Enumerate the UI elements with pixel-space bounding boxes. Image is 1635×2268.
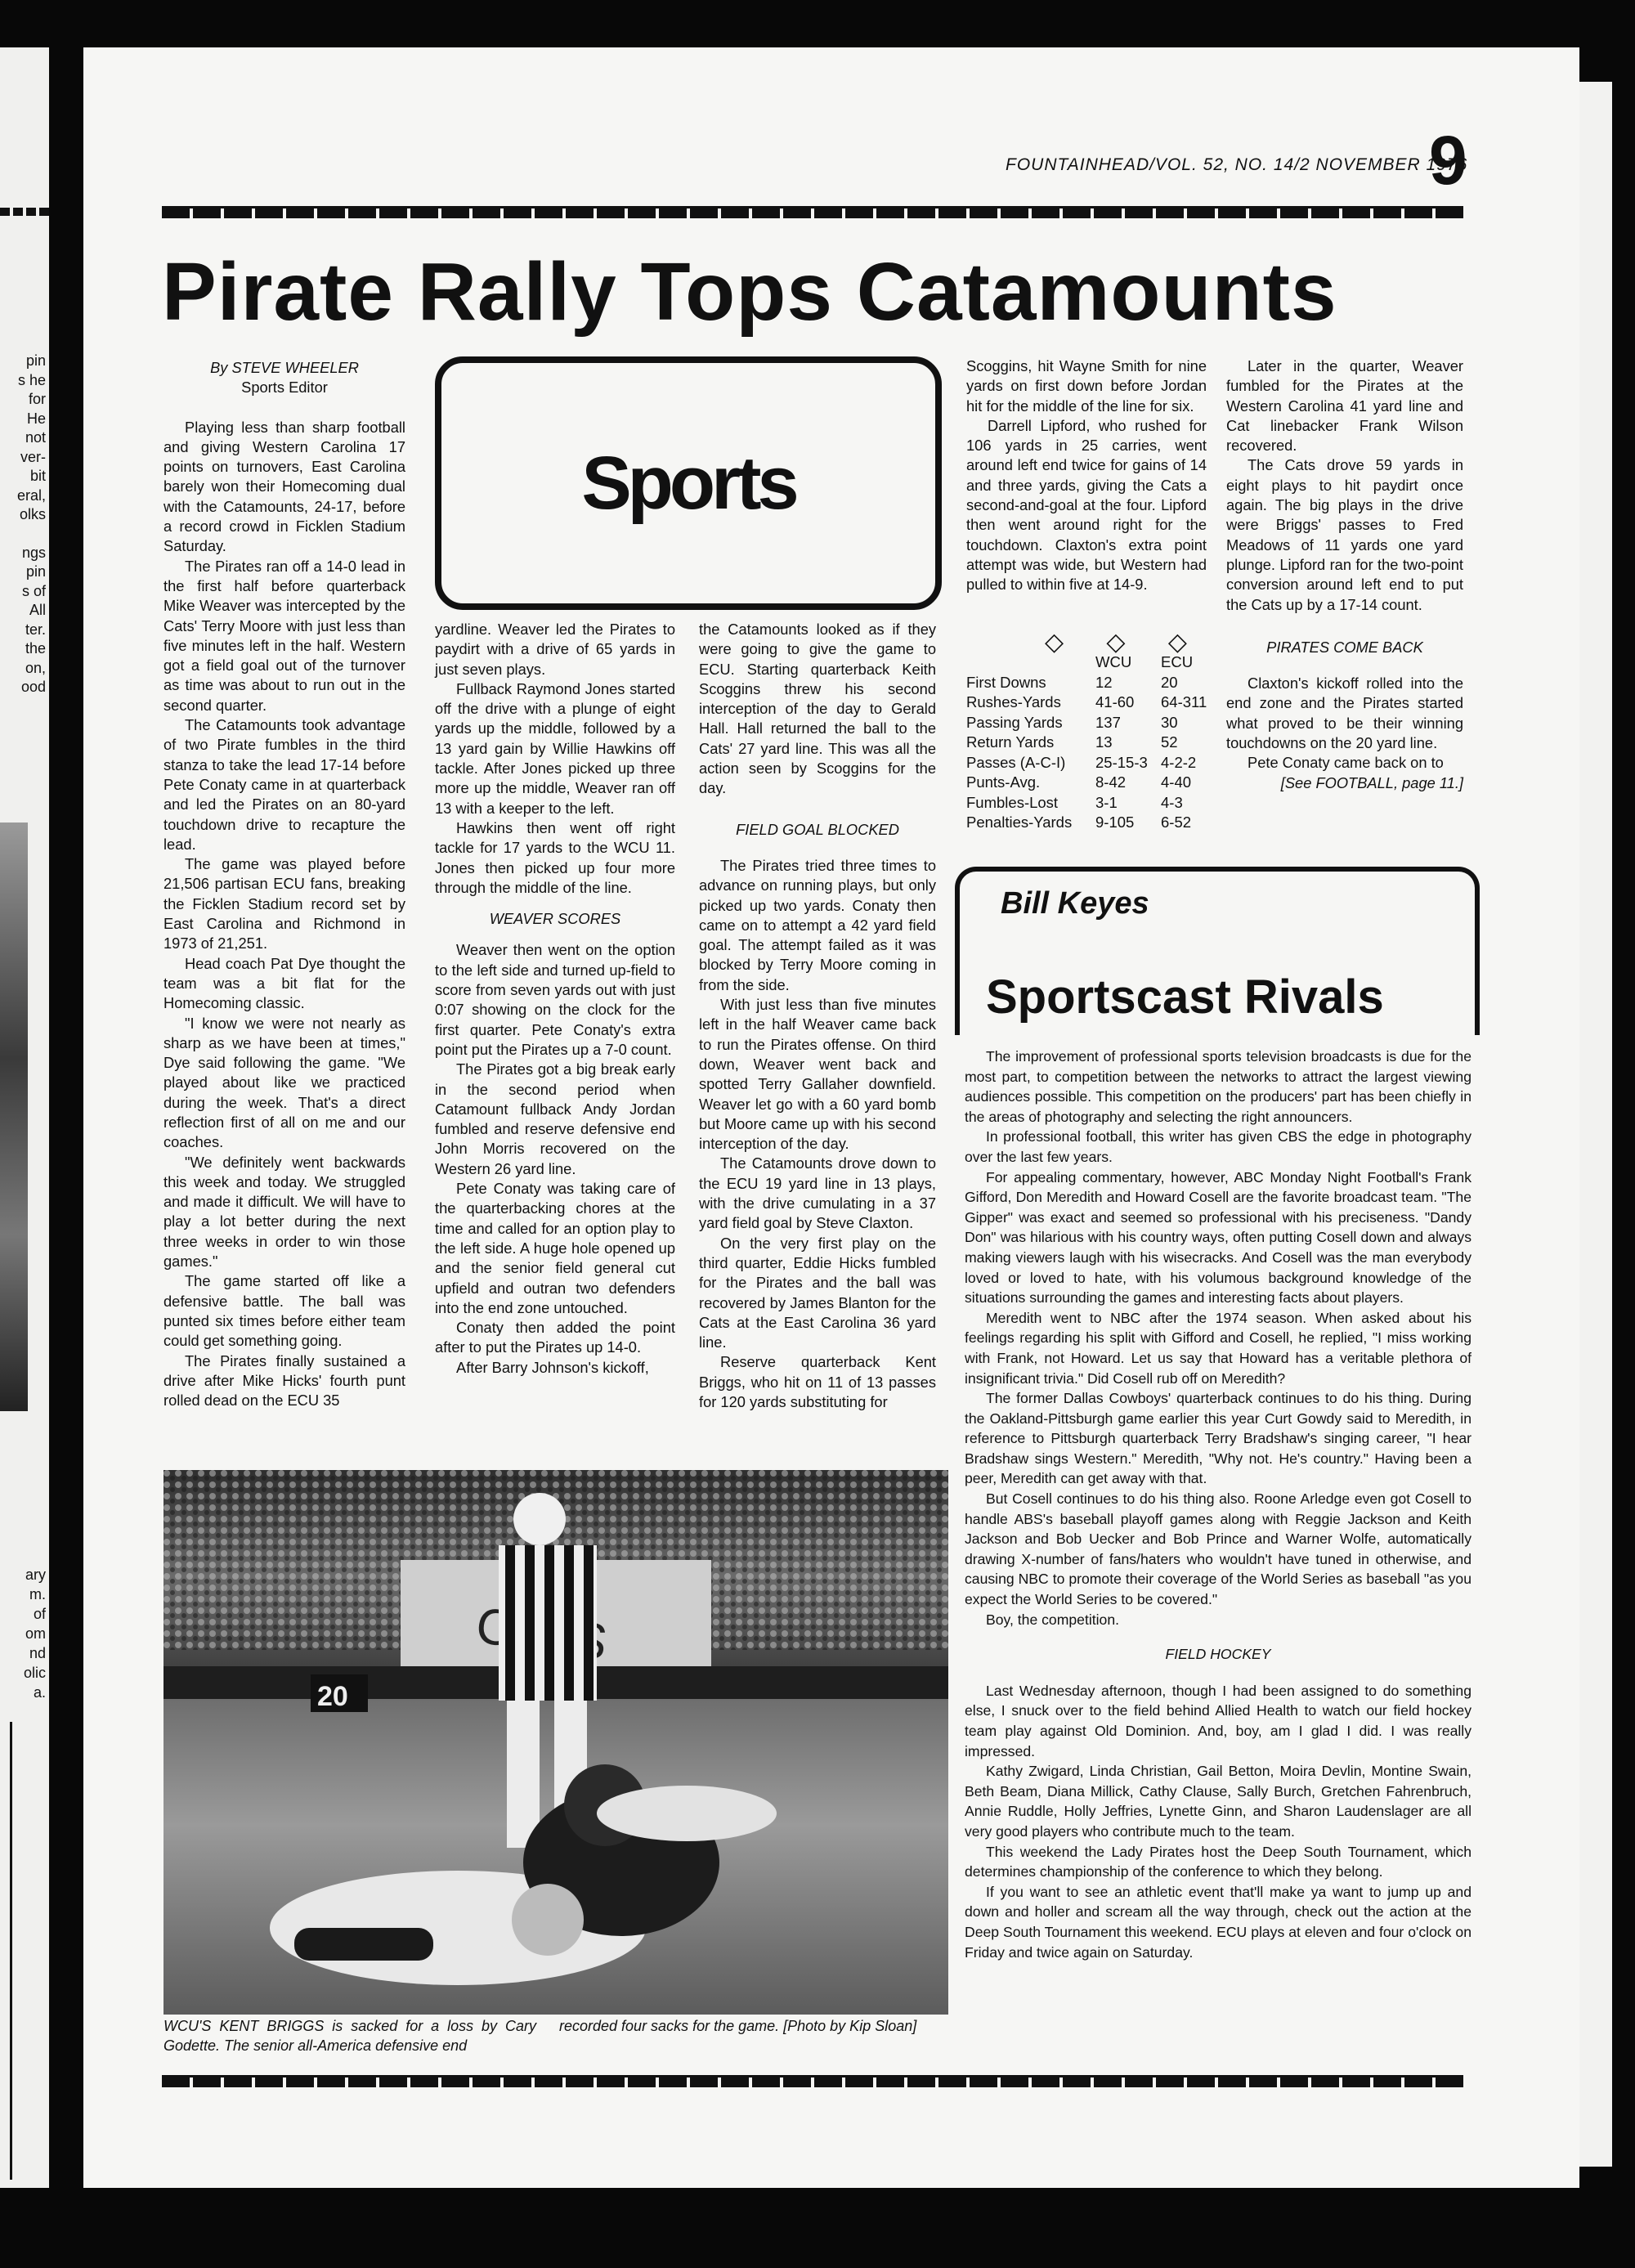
adjacent-text-fragment: ood bbox=[20, 679, 46, 695]
paragraph: The Pirates finally sustained a drive after Mike Hicks' fourth punt rolled dead on the ECU 35 bbox=[164, 1351, 405, 1410]
paragraph: Hawkins then went off right tackle for 17 yards to the WCU 11. Jones then picked up four more through the middle of the line. bbox=[435, 818, 675, 896]
article-column-1 bbox=[164, 358, 405, 1410]
paragraph: Weaver then went on the option to the left side and turned up-field to score from seven yards out with just 0:07 showing on the clock for the first quarter. Pete Conaty's extra point put the Pirates up a 7-0 count. bbox=[435, 941, 675, 1058]
jump-reference: [See FOOTBALL, page 11.] bbox=[1280, 773, 1463, 791]
game-stats-table bbox=[966, 652, 1207, 833]
article-column-5 bbox=[1226, 356, 1463, 793]
paragraph: But Cosell continues to do his thing also. Roone Arledge even got Cosell to handle ABS's baseball playoff games along with Reggie Jackson and Keith Jackson and Bob Uecker and Bob Prince and Warner Wolfe, automatically drawing X-number of fans/haters who wouldn't have tuned in otherwise, and causing NBC to promote their coverage of the World Series as baseball "as you expect the World Series to be covered." bbox=[965, 1490, 1472, 1608]
stats-cell: 4-2-2 bbox=[1161, 753, 1197, 771]
adjacent-page-text-top bbox=[0, 352, 46, 697]
paragraph: Pete Conaty came back on to bbox=[1248, 754, 1444, 772]
stats-row bbox=[966, 793, 1207, 814]
adjacent-text-fragment: on, bbox=[25, 659, 46, 676]
stats-cell: Passes (A-C-I) bbox=[966, 753, 1066, 771]
page-number: 9 bbox=[1429, 122, 1467, 199]
adjacent-text-fragment: nd bbox=[29, 1645, 46, 1661]
sports-section-box: Sports bbox=[435, 356, 942, 610]
column-3-body bbox=[699, 856, 936, 1412]
stats-header-cell: ECU bbox=[1161, 653, 1194, 671]
paragraph: Kathy Zwigard, Linda Christian, Gail Betton, Moira Devlin, Montine Swain, Beth Beam, Diana Millick, Cathy Clause, Sally Burch, Gretchen Fahrenbruch, Annie Ruddle, Holly Jeffries, Lynette Ginn, and Sharon Laudenslager are all very good players who contribute much to the team. bbox=[965, 1763, 1472, 1840]
adjacent-text-fragment: olks bbox=[19, 506, 46, 522]
paragraph: Reserve quarterback Kent Briggs, who hit on 11 of 13 passes for 120 yards substituting for bbox=[699, 1353, 936, 1410]
stats-cell: 52 bbox=[1161, 733, 1178, 751]
paragraph: Later in the quarter, Weaver fumbled for the Pirates at the Western Carolina 41 yard line and Cat linebacker Frank Wilson recovered. bbox=[1226, 357, 1463, 455]
stats-cell: 30 bbox=[1161, 713, 1178, 731]
stats-header-cell: WCU bbox=[1095, 653, 1132, 671]
column-3-lead: the Catamounts looked as if they were going to give the game to ECU. Starting quarterback Keith Scoggins threw his second interception of the day to Gerald Hall. Hall returned the ball to the Cats' 27 yard line. This was all the action seen by Scoggins for the day. bbox=[699, 621, 936, 797]
adjacent-text-fragment: eral, bbox=[16, 486, 46, 504]
paragraph: The Catamounts drove down to the ECU 19 yard line in 13 plays, with the drive cumulating in a 37 yard field goal by Steve Claxton. bbox=[699, 1154, 936, 1232]
paragraph: The Cats drove 59 yards in eight plays to hit paydirt once again. The big plays in the drive were Briggs' passes to Fred Meadows of 11 yards one yard plunge. Lipford ran for the two-point conversion around left end to put the Cats up by a 17-14 count. bbox=[1226, 456, 1463, 613]
paragraph: After Barry Johnson's kickoff, bbox=[456, 1358, 649, 1376]
stats-cell: 6-52 bbox=[1161, 814, 1192, 831]
adjacent-text-fragment: ter. bbox=[25, 621, 46, 638]
yard-marker-text: 20 bbox=[317, 1681, 348, 1712]
adjacent-text-fragment: m. bbox=[29, 1586, 46, 1602]
stats-cell: Penalties-Yards bbox=[966, 814, 1073, 831]
adjacent-page-strip bbox=[0, 47, 49, 2188]
adjacent-text-fragment: for bbox=[28, 391, 46, 407]
column-5-body-b bbox=[1226, 674, 1463, 773]
stats-row bbox=[966, 753, 1207, 773]
subhead-field-hockey: FIELD HOCKEY bbox=[1165, 1646, 1271, 1663]
adjacent-text-fragment: of bbox=[33, 1606, 46, 1622]
article-column-4 bbox=[966, 356, 1207, 595]
stats-cell: Rushes-Yards bbox=[966, 693, 1061, 711]
stats-cell: 64-311 bbox=[1161, 693, 1207, 711]
stats-row bbox=[966, 773, 1207, 793]
adjacent-text-fragment: ngs bbox=[21, 544, 46, 561]
adjacent-page-photo bbox=[0, 822, 28, 1411]
column-5-body-a bbox=[1226, 356, 1463, 615]
football-photo-image bbox=[164, 1470, 948, 2015]
column-4-lead: Scoggins, hit Wayne Smith for nine yards on first down before Jordan hit for the middle of the line for six. bbox=[966, 357, 1207, 415]
page-edge bbox=[1579, 82, 1612, 2167]
article-column-2 bbox=[435, 620, 675, 1378]
paragraph: Boy, the competition. bbox=[986, 1611, 1119, 1628]
adjacent-text-fragment: bit bbox=[29, 468, 46, 484]
byline: By STEVE WHEELER bbox=[210, 359, 359, 376]
adjacent-text-fragment: olic bbox=[23, 1665, 46, 1681]
adjacent-page-text-bottom bbox=[0, 1565, 46, 1702]
stats-header-cell bbox=[966, 652, 1095, 673]
column-2-body-b bbox=[435, 940, 675, 1378]
paragraph: The Catamounts took advantage of two Pirate fumbles in the third stanza to take the lead 17-14 before Pete Conaty came in at quarterback and led the Pirates on an 80-yard touchdown drive to recapture the lead. bbox=[164, 716, 405, 853]
paragraph: "We definitely went backwards this week and today. We struggled and made it difficult. We will have to play a lot better during the next three weeks in order to win those games." bbox=[164, 1153, 405, 1271]
adjacent-text-fragment bbox=[0, 525, 46, 544]
adjacent-text-fragment: a. bbox=[33, 1684, 46, 1701]
stats-cell: 9-105 bbox=[1095, 814, 1135, 831]
paragraph: Claxton's kickoff rolled into the end zone and the Pirates started what proved to be their winning touchdowns on the 20 yard line. bbox=[1226, 675, 1463, 752]
adjacent-text-fragment: om bbox=[25, 1625, 46, 1642]
stats-cell: First Downs bbox=[966, 673, 1046, 691]
masthead: FOUNTAINHEAD/VOL. 52, NO. 14/2 NOVEMBER 1976 bbox=[1006, 155, 1468, 174]
headline: Pirate Rally Tops Catamounts bbox=[162, 246, 1337, 338]
paragraph: Fullback Raymond Jones started off the drive with a plunge of eight yards up the middle, followed by a 13 yard gain by Willie Hawkins off tackle. After Jones picked up three more up the middle, Weaver ran off 13 with a keeper to the left. bbox=[435, 679, 675, 817]
bottom-rule bbox=[162, 2075, 1463, 2087]
adjacent-text-fragment: s he bbox=[17, 371, 46, 388]
paragraph: The game was played before 21,506 partisan ECU fans, breaking the Ficklen Stadium record set by East Carolina and Richmond in 1973 of 21,251. bbox=[164, 855, 405, 952]
adjacent-text-fragment: s of bbox=[21, 582, 46, 599]
top-rule bbox=[162, 206, 1463, 218]
stats-cell: 13 bbox=[1095, 733, 1113, 751]
column-4-body bbox=[966, 416, 1207, 595]
adjacent-text-fragment: the bbox=[25, 640, 46, 657]
article-column-3 bbox=[699, 620, 936, 1412]
column-2-lead: yardline. Weaver led the Pirates to paydirt with a drive of 65 yards in just seven plays. bbox=[435, 621, 675, 678]
adjacent-page-box bbox=[0, 1722, 12, 2180]
paragraph: Head coach Pat Dye thought the team was a bit flat for the Homecoming classic. bbox=[164, 954, 405, 1012]
paragraph: The Pirates got a big break early in the second period when Catamount fullback Andy Jordan fumbled and reserve defensive end John Morris recovered on the Western 26 yard line. bbox=[435, 1060, 675, 1177]
paragraph: For appealing commentary, however, ABC Monday Night Football's Frank Gifford, Don Meredith and Howard Cosell are the favorite broadcast team. "The Gipper" was exact and seemed so professional with his preciseness. "Dandy Don" was hilarious with his country ways, often putting Cosell down and always making viewers laugh with his wisecracks. And Cosell was the man everybody loved or loved to hate, with his volumous background knowledge of the situations surrounding the games and interesting facts about players. bbox=[965, 1168, 1472, 1307]
stats-row bbox=[966, 733, 1207, 753]
paragraph: The improvement of professional sports television broadcasts is due for the most part, to competition between the networks to attract the largest viewing audiences possible. This competition on the producers' part has been chiefly in the areas of photography and selecting the right announcers. bbox=[965, 1048, 1472, 1125]
stats-row bbox=[966, 813, 1207, 833]
adjacent-text-fragment: He bbox=[26, 410, 46, 427]
paragraph: The former Dallas Cowboys' quarterback continues to do his thing. During the Oakland-Pittsburgh game earlier this year Curt Gowdy said to Meredith, in reference to Pittsburgh quarterback Terry Bradshaw's singing career, "I hear Bradshaw sings Western." Meredith, "Why not. He's country." Having been a peer, Meredith can get away with that. bbox=[965, 1390, 1472, 1487]
paragraph: In professional football, this writer has given CBS the edge in photography over the last few years. bbox=[965, 1128, 1472, 1165]
stats-cell: 8-42 bbox=[1095, 773, 1127, 791]
paragraph: With just less than five minutes left in the half Weaver came back to run the Pirates offense. On third down, Weaver went back and spotted Terry Gallaher downfield. Weaver let go with a 60 yard bomb but Moore came up with his second interception of the day. bbox=[699, 996, 936, 1153]
stats-row bbox=[966, 693, 1207, 713]
column-2-body-a bbox=[435, 679, 675, 898]
paragraph: Pete Conaty was taking care of the quarterbacking chores at the time and called for an option play to the left side. A huge hole opened up and the senior field general cut upfield and outran two defenders into the end zone untouched. bbox=[435, 1180, 675, 1316]
column-author: Bill Keyes bbox=[1001, 886, 1149, 921]
paragraph: Darrell Lipford, who rushed for 106 yards in 25 carries, went around left end twice for gains of 14 and three yards, giving the Cats a second-and-goal at the four. Lipford then went around right for the touchdown. Claxton's extra point attempt was wide, but Western had pulled to within five at 14-9. bbox=[966, 416, 1207, 594]
diamond-divider: ◇ ◇ ◇ bbox=[1045, 629, 1205, 656]
adjacent-text-fragment: ary bbox=[25, 1567, 46, 1583]
stats-cell: 137 bbox=[1095, 713, 1121, 731]
stats-cell: 4-3 bbox=[1161, 793, 1183, 811]
adjacent-text-fragment: pin bbox=[25, 563, 46, 580]
stats-cell: 4-40 bbox=[1161, 773, 1192, 791]
stats-cell: 3-1 bbox=[1095, 793, 1118, 811]
stats-cell: 25-15-3 bbox=[1095, 753, 1148, 771]
stats-cell: 12 bbox=[1095, 673, 1113, 691]
stats-header-row bbox=[966, 652, 1207, 673]
byline-role: Sports Editor bbox=[241, 379, 328, 397]
paragraph: If you want to see an athletic event that'll make ya want to jump up and down and holler and scream all the way through, check out the action at the Deep South Tournament this weekend. ECU plays at eleven and four o'clock on Friday and twice again on Saturday. bbox=[965, 1883, 1472, 1961]
paragraph: Meredith went to NBC after the 1974 season. When asked about his feelings regarding his split with Gifford and Cosell, he replied, "I miss working with Frank, not Howard. Let us say that Howard has a veritable plethora of insignificant trivia." Did Cosell rub off on Meredith? bbox=[965, 1309, 1472, 1387]
sportscast-column bbox=[965, 1047, 1472, 1962]
stats-cell: Fumbles-Lost bbox=[966, 793, 1059, 811]
subhead-weaver-scores: WEAVER SCORES bbox=[489, 910, 621, 928]
stats-cell: 20 bbox=[1161, 673, 1178, 691]
stats-cell: Return Yards bbox=[966, 733, 1055, 751]
sportscast-body-b bbox=[965, 1681, 1472, 1962]
photo-caption-left: WCU'S KENT BRIGGS is sacked for a loss by Cary Godette. The senior all-America defensive end bbox=[164, 2018, 536, 2054]
paragraph: The Pirates tried three times to advance on running plays, but only picked up two yards. Conaty then came on to attempt a 42 yard field goal. The attempt failed as it was blocked by Terry Moore coming in from the side. bbox=[699, 856, 936, 993]
paragraph: Conaty then added the point after to put the Pirates up 14-0. bbox=[435, 1319, 675, 1356]
stats-row bbox=[966, 673, 1207, 693]
paragraph: This weekend the Lady Pirates host the Deep South Tournament, which determines championship of the conference to which they belong. bbox=[965, 1843, 1472, 1880]
stats-cell: 41-60 bbox=[1095, 693, 1135, 711]
paragraph: "I know we were not nearly as sharp as we have been at times," Dye said following the game. "We played about like we practiced during the week. That's a direct reflection first of all on me and our coaches. bbox=[164, 1014, 405, 1151]
paragraph: On the very first play on the third quarter, Eddie Hicks fumbled for the Pirates and the ball was recovered by James Blanton for the Cats at the East Carolina 36 yard line. bbox=[699, 1234, 936, 1351]
photo-caption-right: recorded four sacks for the game. [Photo by Kip Sloan] bbox=[559, 2018, 917, 2034]
adjacent-text-fragment: pin bbox=[25, 352, 46, 369]
stats-cell: Passing Yards bbox=[966, 713, 1063, 731]
subhead-field-goal-blocked: FIELD GOAL BLOCKED bbox=[736, 820, 899, 838]
paragraph: The game started off like a defensive battle. The ball was punted six times before either team could get something going. bbox=[164, 1272, 405, 1350]
adjacent-text-fragment: All bbox=[29, 602, 46, 618]
sportscast-body-a bbox=[965, 1047, 1472, 1629]
paragraph: The Pirates ran off a 14-0 lead in the first half before quarterback Mike Weaver was intercepted by the Cats' Terry Moore with just less than five minutes left in the half. Western got a field goal out of the turnover as time was about to run out in the second quarter. bbox=[164, 557, 405, 714]
subhead-pirates-come-back: PIRATES COME BACK bbox=[1266, 638, 1423, 656]
column-1-body bbox=[164, 418, 405, 1411]
stats-row bbox=[966, 713, 1207, 733]
column-title: Sportscast Rivals bbox=[986, 970, 1384, 1024]
adjacent-text-fragment: not bbox=[25, 429, 46, 446]
paragraph: Playing less than sharp football and giving Western Carolina 17 points on turnovers, East Carolina barely won their Homecoming dual with the Catamounts, 24-17, before a record crowd in Ficklen Stadium Saturday. bbox=[164, 418, 405, 555]
adjacent-text-fragment: ver- bbox=[20, 448, 46, 465]
paragraph: Last Wednesday afternoon, though I had been assigned to do something else, I snuck over to the field behind Allied Health to watch our field hockey team play against Old Dominion. And, boy, am I glad I did. I was really impressed. bbox=[965, 1682, 1472, 1759]
adjacent-page-rule bbox=[0, 208, 49, 216]
football-photo bbox=[164, 1470, 948, 2015]
stats-cell: Punts-Avg. bbox=[966, 773, 1041, 791]
